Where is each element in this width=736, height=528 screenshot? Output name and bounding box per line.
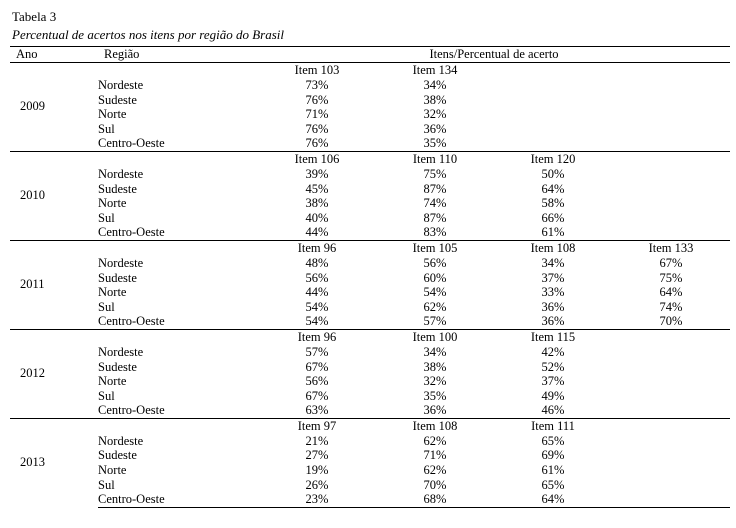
table-row xyxy=(10,478,730,493)
value-cell: 38% xyxy=(423,92,447,107)
empty-cell xyxy=(612,448,730,463)
empty-cell xyxy=(494,136,612,151)
value-cell: 63% xyxy=(305,403,329,418)
value-cell: 38% xyxy=(305,196,329,211)
table-row xyxy=(10,448,730,463)
item-label: Item 108 xyxy=(494,240,612,256)
year-label: 2009 xyxy=(20,99,45,113)
year-cell-2009 xyxy=(10,63,98,152)
value-cell: 76% xyxy=(305,121,329,136)
region-label: Sul xyxy=(98,210,115,225)
value-cell: 32% xyxy=(423,107,447,122)
empty-cell xyxy=(612,345,730,360)
region-label: Sul xyxy=(98,121,115,136)
table-row xyxy=(10,225,730,240)
empty-cell xyxy=(494,122,612,137)
empty-cell xyxy=(612,122,730,137)
value-cell: 56% xyxy=(305,270,329,285)
value-cell: 21% xyxy=(305,433,329,448)
item-label: Item 96 xyxy=(258,329,376,345)
value-cell: 44% xyxy=(305,285,329,300)
value-cell: 87% xyxy=(423,210,447,225)
empty-cell xyxy=(612,225,730,240)
value-cell: 56% xyxy=(423,255,447,270)
empty-cell xyxy=(612,434,730,449)
value-cell: 71% xyxy=(423,448,447,463)
value-cell: 74% xyxy=(423,196,447,211)
empty-cell xyxy=(612,418,730,434)
table-row xyxy=(10,389,730,404)
item-header-row xyxy=(10,418,730,434)
region-label: Centro-Oeste xyxy=(98,492,258,507)
value-cell: 44% xyxy=(305,225,329,240)
value-cell: 67% xyxy=(659,255,683,270)
value-cell: 74% xyxy=(659,299,683,314)
value-cell: 40% xyxy=(305,210,329,225)
empty-cell xyxy=(612,403,730,418)
table-row xyxy=(10,182,730,197)
value-cell: 48% xyxy=(305,255,329,270)
value-cell: 50% xyxy=(541,166,565,181)
year-cell-2012 xyxy=(10,329,98,418)
item-label: Item 100 xyxy=(376,329,494,345)
empty-cell xyxy=(612,182,730,197)
value-cell: 32% xyxy=(423,374,447,389)
value-cell: 56% xyxy=(305,374,329,389)
value-cell: 27% xyxy=(305,448,329,463)
value-cell: 67% xyxy=(305,388,329,403)
region-label: Norte xyxy=(98,463,127,478)
value-cell: 19% xyxy=(305,463,329,478)
empty-cell xyxy=(612,374,730,389)
region-label: Sul xyxy=(98,477,115,492)
value-cell: 54% xyxy=(423,285,447,300)
empty-cell xyxy=(494,63,612,79)
value-cell: 83% xyxy=(423,225,447,240)
value-cell: 38% xyxy=(423,359,447,374)
item-label: Item 105 xyxy=(376,240,494,256)
value-cell: 65% xyxy=(541,433,565,448)
table-header-row xyxy=(10,47,730,63)
empty-cell xyxy=(612,360,730,375)
table-row xyxy=(10,314,730,329)
item-header-row xyxy=(10,63,730,79)
value-cell: 75% xyxy=(423,166,447,181)
value-cell: 64% xyxy=(541,181,565,196)
empty-cell xyxy=(98,240,258,256)
table-row xyxy=(10,196,730,211)
region-label: Sudeste xyxy=(98,448,137,463)
region-label: Sul xyxy=(98,388,115,403)
value-cell: 45% xyxy=(305,181,329,196)
region-label: Sudeste xyxy=(98,181,137,196)
empty-cell xyxy=(98,151,258,167)
header-itens: Itens/Percentual de acerto xyxy=(258,47,730,63)
value-cell: 68% xyxy=(376,492,494,507)
empty-cell xyxy=(98,329,258,345)
year-cell-2013 xyxy=(10,418,98,507)
value-cell: 61% xyxy=(541,463,565,478)
value-cell: 33% xyxy=(541,285,565,300)
value-cell: 70% xyxy=(659,314,683,329)
table-number: Tabela 3 xyxy=(12,9,57,24)
empty-cell xyxy=(494,107,612,122)
item-header-row xyxy=(10,151,730,167)
table-row xyxy=(10,492,730,507)
empty-cell xyxy=(612,167,730,182)
value-cell: 64% xyxy=(494,492,612,507)
table-row xyxy=(10,463,730,478)
results-table xyxy=(10,46,730,508)
value-cell: 61% xyxy=(541,225,565,240)
value-cell: 62% xyxy=(423,433,447,448)
empty-cell xyxy=(612,463,730,478)
empty-cell xyxy=(612,329,730,345)
value-cell: 54% xyxy=(305,299,329,314)
value-cell: 64% xyxy=(659,285,683,300)
region-label: Centro-Oeste xyxy=(98,314,165,329)
value-cell: 58% xyxy=(541,196,565,211)
region-label: Centro-Oeste xyxy=(98,136,165,151)
region-label: Sul xyxy=(98,299,115,314)
empty-cell xyxy=(612,196,730,211)
table-row xyxy=(10,300,730,315)
empty-cell xyxy=(494,93,612,108)
value-cell: 39% xyxy=(305,166,329,181)
region-label: Nordeste xyxy=(98,433,144,448)
table-row xyxy=(10,271,730,286)
table-body xyxy=(10,47,730,508)
item-header-row xyxy=(10,329,730,345)
value-cell: 73% xyxy=(305,78,329,92)
item-label: Item 120 xyxy=(494,151,612,167)
region-label: Nordeste xyxy=(98,255,144,270)
item-label: Item 96 xyxy=(258,240,376,256)
region-label: Centro-Oeste xyxy=(98,225,165,240)
table-row xyxy=(10,434,730,449)
value-cell: 42% xyxy=(541,344,565,359)
region-label: Sudeste xyxy=(98,359,137,374)
value-cell: 62% xyxy=(423,463,447,478)
region-label: Sudeste xyxy=(98,92,137,107)
region-label: Sudeste xyxy=(98,270,137,285)
year-cell-2011 xyxy=(10,240,98,329)
value-cell: 57% xyxy=(423,314,447,329)
value-cell: 23% xyxy=(258,492,376,507)
empty-cell xyxy=(612,389,730,404)
item-label: Item 110 xyxy=(376,151,494,167)
value-cell: 76% xyxy=(305,136,329,151)
region-label: Nordeste xyxy=(98,344,144,359)
header-regiao: Região xyxy=(98,47,258,63)
table-row xyxy=(10,136,730,151)
item-label: Item 115 xyxy=(494,329,612,345)
value-cell: 34% xyxy=(541,255,565,270)
region-label: Norte xyxy=(98,285,127,300)
table-row xyxy=(10,78,730,93)
region-label: Norte xyxy=(98,196,127,211)
region-label: Norte xyxy=(98,107,127,122)
item-label: Item 106 xyxy=(258,151,376,167)
value-cell: 26% xyxy=(305,477,329,492)
value-cell: 76% xyxy=(305,92,329,107)
table-row xyxy=(10,285,730,300)
empty-cell xyxy=(612,78,730,93)
empty-cell xyxy=(98,63,258,79)
empty-cell xyxy=(612,151,730,167)
empty-cell xyxy=(612,63,730,79)
empty-cell xyxy=(612,211,730,226)
empty-cell xyxy=(612,492,730,507)
value-cell: 34% xyxy=(423,344,447,359)
value-cell: 36% xyxy=(541,314,565,329)
table-row xyxy=(10,93,730,108)
table-caption: Percentual de acertos nos itens por região do Brasil xyxy=(12,27,285,42)
value-cell: 71% xyxy=(305,107,329,122)
value-cell: 69% xyxy=(541,448,565,463)
value-cell: 35% xyxy=(423,388,447,403)
year-label: 2011 xyxy=(20,276,45,291)
item-label: Item 134 xyxy=(376,63,494,79)
table-row xyxy=(10,360,730,375)
value-cell: 87% xyxy=(423,181,447,196)
value-cell: 60% xyxy=(423,270,447,285)
value-cell: 46% xyxy=(541,403,565,418)
item-label: Item 108 xyxy=(376,418,494,434)
value-cell: 75% xyxy=(659,270,683,285)
year-label: 2013 xyxy=(20,454,45,469)
value-cell: 49% xyxy=(541,388,565,403)
region-label: Norte xyxy=(98,374,127,389)
value-cell: 54% xyxy=(305,314,329,329)
table-row xyxy=(10,403,730,418)
item-label: Item 103 xyxy=(258,63,376,79)
value-cell: 66% xyxy=(541,210,565,225)
table-row xyxy=(10,374,730,389)
value-cell: 52% xyxy=(541,359,565,374)
value-cell: 35% xyxy=(423,136,447,151)
year-label: 2010 xyxy=(20,187,45,202)
item-label: Item 133 xyxy=(612,240,730,256)
empty-cell xyxy=(612,478,730,493)
value-cell: 37% xyxy=(541,374,565,389)
table-row xyxy=(10,122,730,137)
year-label: 2012 xyxy=(20,365,45,380)
table-row xyxy=(10,345,730,360)
value-cell: 65% xyxy=(541,477,565,492)
value-cell: 36% xyxy=(423,403,447,418)
value-cell: 57% xyxy=(305,344,329,359)
table-row xyxy=(10,107,730,122)
empty-cell xyxy=(612,107,730,122)
value-cell: 70% xyxy=(423,477,447,492)
item-header-row xyxy=(10,240,730,256)
item-label: Item 97 xyxy=(258,418,376,434)
region-label: Nordeste xyxy=(98,166,144,181)
empty-cell xyxy=(494,78,612,93)
region-label: Centro-Oeste xyxy=(98,403,165,418)
value-cell: 36% xyxy=(423,121,447,136)
year-cell-2010 xyxy=(10,151,98,240)
region-label: Nordeste xyxy=(98,78,144,92)
value-cell: 36% xyxy=(541,299,565,314)
empty-cell xyxy=(612,93,730,108)
value-cell: 34% xyxy=(423,78,447,92)
value-cell: 62% xyxy=(423,299,447,314)
table-row xyxy=(10,211,730,226)
table-row xyxy=(10,256,730,271)
value-cell: 37% xyxy=(541,270,565,285)
value-cell: 67% xyxy=(305,359,329,374)
header-ano: Ano xyxy=(10,47,98,63)
empty-cell xyxy=(612,136,730,151)
empty-cell xyxy=(98,418,258,434)
item-label: Item 111 xyxy=(494,418,612,434)
table-row xyxy=(10,167,730,182)
